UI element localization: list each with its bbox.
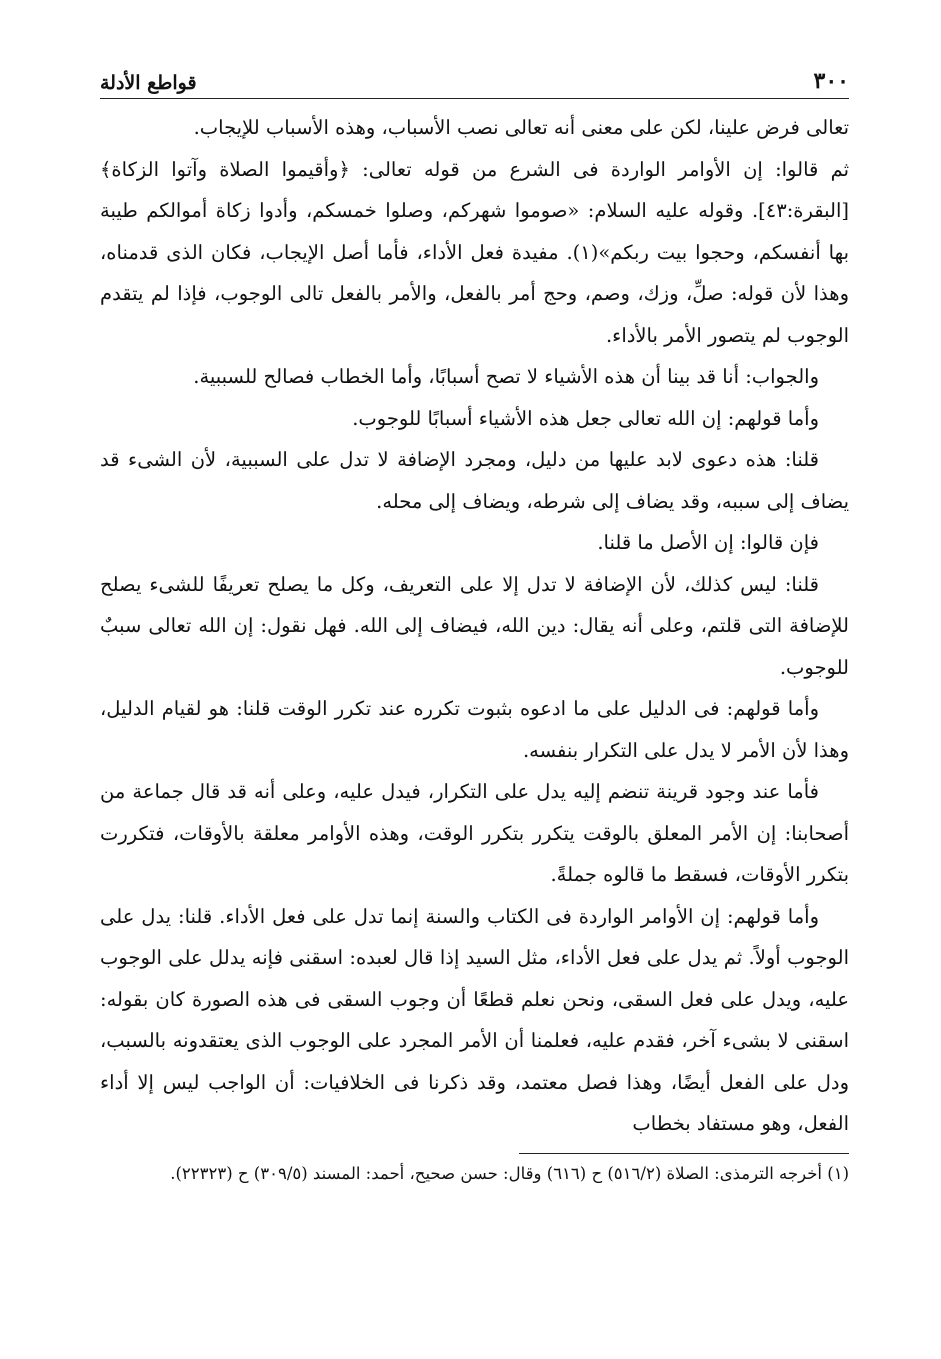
paragraph-1: تعالى فرض علينا، لكن على معنى أنه تعالى نصب الأسباب، وهذه الأسباب للإيجاب. [193,116,849,139]
paragraph-4: وأما قولهم: إن الله تعالى جعل هذه الأشياء أسبابًا للوجوب. [352,406,819,430]
book-title: قواطع الأدلة [100,72,197,94]
footnote-1: (١) أخرجه الترمذى: الصلاة (٥١٦/٢) ح (٦١٦) وقال: حسن صحيح، أحمد: المسند (٣٠٩/٥) ح (٢٢٣٢٣). [170,1163,849,1183]
body-text [100,107,849,1145]
footnote-divider [519,1153,849,1154]
page-number: ٣٠٠ [813,68,849,94]
paragraph-3: والجواب: أنا قد بينا أن هذه الأشياء لا تصح أسبابًا، وأما الخطاب فصالح للسببية. [193,365,819,388]
paragraph-9: فأما عند وجود قرينة تنضم إليه يدل على التكرار، فيدل عليه، وعلى أنه قد قال جماعة من أصحابنا: إن الأمر المعلق بالوقت يتكرر بتكرر الوقت، وهذه الأوامر معلقة بالأوقات، فتكررت بتكرر الأوقات، فسقط ما قالوه جملةً. [100,780,849,886]
paragraph-6: فإن قالوا: إن الأصل ما قلنا. [597,531,819,554]
paragraph-2: ثم قالوا: إن الأوامر الواردة فى الشرع من قوله تعالى: ﴿وأقيموا الصلاة وآتوا الزكاة﴾ [البقرة:٤٣]. وقوله عليه السلام: «صوموا شهركم، وصلوا خمسكم، وأدوا زكاة أموالكم طيبة بها أنفسكم، وحجوا بيت ربكم»(١). مفيدة فعل الأداء، فأما أصل الإيجاب، فكان الذى قدمناه، وهذا لأن قوله: صلِّ، وزك، وصم، وحج أمر بالفعل، والأمر بالفعل تالى الوجوب، فإذا لم يتقدم الوجوب لم يتصور الأمر بالأداء. [100,157,849,347]
paragraph-7: قلنا: ليس كذلك، لأن الإضافة لا تدل إلا على التعريف، وكل ما يصلح تعريفًا للشىء يصلح للإضافة التى قلتم، وعلى أنه يقال: دين الله، فيضاف إلى الله. فهل نقول: إن الله تعالى سببٌ للوجوب. [100,572,849,679]
running-header [100,58,849,99]
paragraph-8: وأما قولهم: فى الدليل على ما ادعوه بثبوت تكرره عند تكرر الوقت قلنا: هو لقيام الدليل، وهذا لأن الأمر لا يدل على التكرار بنفسه. [100,697,849,762]
paragraph-5: قلنا: هذه دعوى لابد عليها من دليل، ومجرد الإضافة لا تدل على السببية، لأن الشىء قد يضاف إلى سببه، وقد يضاف إلى شرطه، ويضاف إلى محله. [100,448,849,513]
paragraph-10: وأما قولهم: إن الأوامر الواردة فى الكتاب والسنة إنما تدل على فعل الأداء. قلنا: يدل على الوجوب أولاً. ثم يدل على فعل الأداء، مثل السيد إذا قال لعبده: اسقنى فإنه يدلل على الوجوب عليه، ويدل على فعل السقى، ونحن نعلم قطعًا أن وجوب السقى فى هذه الصورة كان بقوله: اسقنى لا بشىء آخر، فقدم عليه، فعلمنا أن الأمر المجرد على الوجوب الذى يعتقدونه بالسبب، ودل على الفعل أيضًا، وهذا فصل معتمد، وقد ذكرنا فى الخلافيات: أن الواجب ليس إلا أداء الفعل، وهو مستفاد بخطاب [100,904,849,1135]
